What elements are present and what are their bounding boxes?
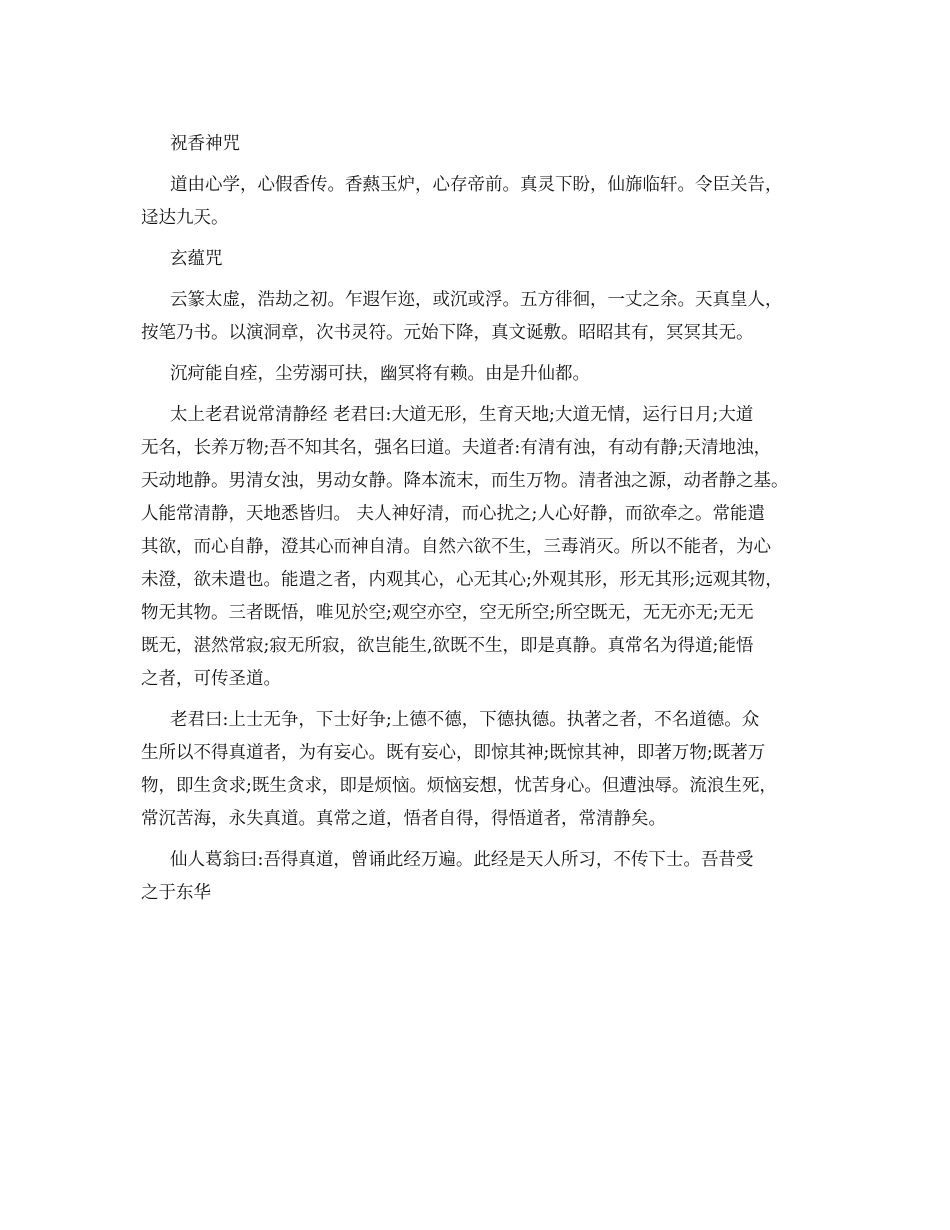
text-line: 天动地静。男清女浊，男动女静。降本流末，而生万物。清者浊之源，动者静之基。	[141, 471, 789, 491]
text-line: 仙人葛翁曰:吾得真道，曾诵此经万遍。此经是天人所习，不传下士。吾昔受	[170, 850, 754, 870]
text-line: 之者，可传圣道。	[141, 669, 281, 689]
text-line: 未澄，欲未遣也。能遣之者，内观其心，心无其心;外观其形，形无其形;远观其物，	[141, 570, 783, 590]
text-line: 常沉苦海，永失真道。真常之道，悟者自得，得悟道者，常清静矣。	[141, 809, 666, 829]
heading-zhuxiang-shenzhou	[141, 128, 823, 161]
text-line: 无名，长养万物;吾不知其名，强名曰道。夫道者:有清有浊，有动有静;天清地浊，	[141, 438, 772, 458]
paragraph-xianren-geweng	[141, 844, 823, 910]
text-line: 道由心学，心假香传。香爇玉炉，心存帝前。真灵下盼，仙旆临轩。令臣关告，	[170, 175, 783, 195]
text-line: 玄蕴咒	[170, 249, 223, 269]
paragraph-chenke	[141, 358, 823, 391]
text-line: 物，即生贪求;既生贪求，即是烦恼。烦恼妄想，忧苦身心。但遭浊辱。流浪生死，	[141, 776, 777, 796]
paragraph-qingjing-jing	[141, 399, 823, 696]
paragraph-zhuxiang-body	[141, 169, 823, 235]
text-line: 生所以不得真道者，为有妄心。既有妄心，即惊其神;既惊其神，即著万物;既著万	[141, 743, 766, 763]
text-line: 物无其物。三者既悟，唯见於空;观空亦空，空无所空;所空既无，无无亦无;无无	[141, 603, 754, 623]
heading-xuanyun-zhou	[141, 243, 823, 276]
text-line: 既无，湛然常寂;寂无所寂，欲岂能生,欲既不生，即是真静。真常名为得道;能悟	[141, 636, 754, 656]
paragraph-laojun-yue	[141, 704, 823, 836]
text-line: 沉疴能自痊，尘劳溺可扶，幽冥将有赖。由是升仙都。	[170, 364, 590, 384]
document-body	[141, 128, 823, 918]
text-line: 太上老君说常清静经 老君曰:大道无形，生育天地;大道无情，运行日月;大道	[170, 405, 754, 425]
text-line: 其欲，而心自静，澄其心而神自清。自然六欲不生，三毒消灭。所以不能者，为心	[141, 537, 771, 557]
paragraph-xuanyun-body	[141, 284, 823, 350]
text-line: 按笔乃书。以演洞章，次书灵符。元始下降，真文诞敷。昭昭其有，冥冥其无。	[141, 323, 754, 343]
text-line: 云篆太虚，浩劫之初。乍遐乍迩，或沉或浮。五方徘徊，一丈之余。天真皇人，	[170, 290, 783, 310]
text-line: 祝香神咒	[170, 134, 240, 154]
text-line: 老君曰:上士无争，下士好争;上德不德，下德执德。执著之者，不名道德。众	[170, 710, 760, 730]
text-line: 之于东华	[141, 883, 211, 903]
text-line: 人能常清静，天地悉皆归。 夫人神好清，而心扰之;人心好静，而欲牵之。常能遣	[141, 504, 765, 524]
text-line: 迳达九天。	[141, 208, 229, 228]
